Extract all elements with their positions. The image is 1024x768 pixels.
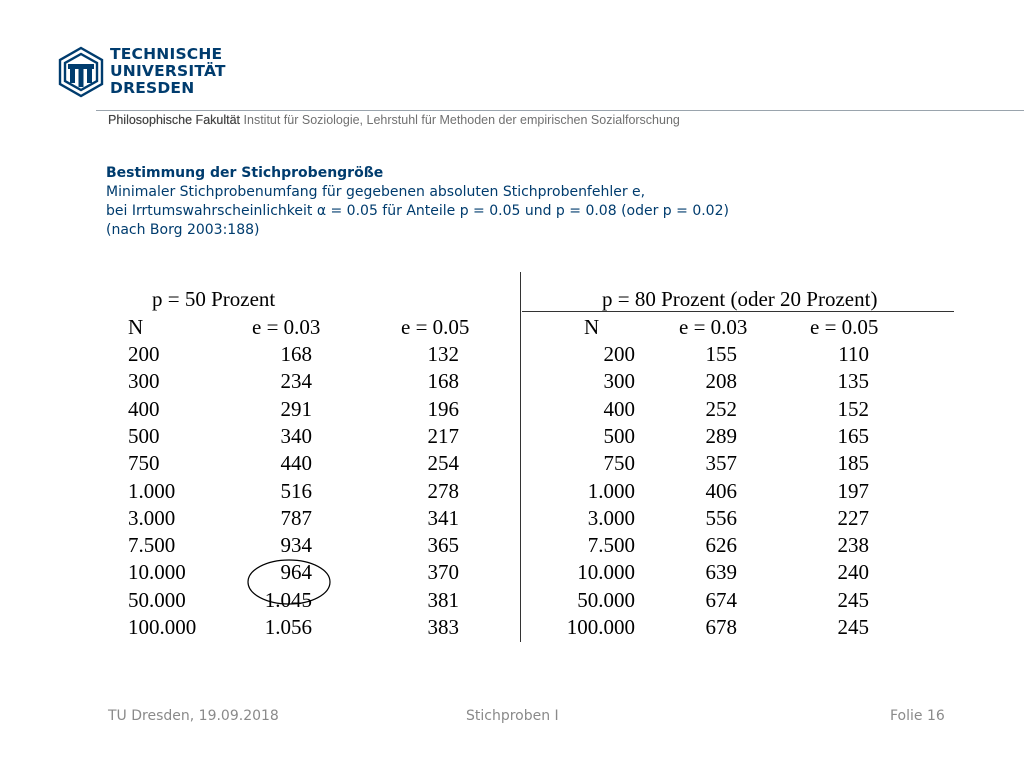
description-line-3: (nach Borg 2003:188) xyxy=(106,222,260,238)
left-cell-n: 500 xyxy=(128,423,160,448)
right-cell-n: 300 xyxy=(603,369,635,394)
right-cell-e005: 240 xyxy=(837,560,869,585)
left-cell-n: 10.000 xyxy=(128,560,186,585)
faculty-name: Philosophische Fakultät xyxy=(108,113,241,127)
right-cell-e005: 238 xyxy=(837,533,869,558)
left-cell-e005: 370 xyxy=(427,560,459,585)
left-cell-e003: 787 xyxy=(280,505,312,530)
left-cell-e003: 234 xyxy=(280,369,312,394)
footer-slide-number: Folie 16 xyxy=(890,708,945,724)
left-cell-e003: 516 xyxy=(280,478,312,503)
left-cell-n: 50.000 xyxy=(128,587,186,612)
right-cell-e003: 678 xyxy=(705,615,737,639)
right-cell-e005: 245 xyxy=(837,587,869,612)
left-cell-e003: 1.056 xyxy=(264,615,312,639)
right-cell-n: 50.000 xyxy=(577,587,635,612)
right-cell-e005: 110 xyxy=(838,342,869,366)
right-cell-e005: 197 xyxy=(837,478,869,503)
left-cell-e005: 217 xyxy=(427,423,459,448)
right-header-e003: e = 0.03 xyxy=(679,315,748,339)
left-cell-n: 200 xyxy=(128,342,160,366)
university-name-line-3: DRESDEN xyxy=(110,79,195,97)
left-cell-e005: 365 xyxy=(427,533,459,558)
description-line-2: bei Irrtumswahrscheinlichkeit α = 0.05 für Anteile p = 0.05 und p = 0.08 (oder p = 0.02) xyxy=(106,203,729,219)
right-cell-n: 3.000 xyxy=(587,505,635,530)
right-cell-n: 7.500 xyxy=(587,533,635,558)
left-cell-n: 1.000 xyxy=(128,478,176,503)
left-cell-n: 3.000 xyxy=(128,505,176,530)
right-cell-e003: 289 xyxy=(705,423,737,448)
right-cell-e003: 155 xyxy=(705,342,737,366)
description-line-1: Minimaler Stichprobenumfang für gegebenen absoluten Stichprobenfehler e, xyxy=(106,184,646,200)
left-cell-n: 100.000 xyxy=(128,615,197,639)
left-cell-n: 750 xyxy=(128,451,160,476)
right-header-e005: e = 0.05 xyxy=(810,315,879,339)
left-header-e003: e = 0.03 xyxy=(252,315,321,339)
footer-topic: Stichproben I xyxy=(466,708,559,724)
right-header-n: N xyxy=(584,315,600,339)
right-cell-e003: 208 xyxy=(705,369,737,394)
right-cell-e005: 152 xyxy=(837,396,869,421)
right-cell-e003: 639 xyxy=(705,560,737,585)
left-cell-e005: 383 xyxy=(427,615,459,639)
left-cell-e003: 964 xyxy=(280,560,312,585)
right-cell-e003: 674 xyxy=(705,587,737,612)
left-cell-e005: 254 xyxy=(427,451,459,476)
right-cell-n: 10.000 xyxy=(577,560,635,585)
right-cell-e005: 185 xyxy=(837,451,869,476)
right-cell-e005: 165 xyxy=(837,423,869,448)
left-cell-e003: 934 xyxy=(280,533,312,558)
right-cell-e003: 252 xyxy=(705,396,737,421)
right-cell-n: 1.000 xyxy=(587,478,635,503)
right-cell-e003: 556 xyxy=(705,505,737,530)
left-header-n: N xyxy=(128,315,144,339)
right-cell-e003: 406 xyxy=(705,478,737,503)
right-cell-e005: 135 xyxy=(837,369,869,394)
institute-name: Institut für Soziologie, Lehrstuhl für Methoden der empirischen Sozialforschung xyxy=(243,113,680,127)
highlight-circle xyxy=(246,558,332,606)
right-cell-e005: 245 xyxy=(837,615,869,639)
left-cell-n: 7.500 xyxy=(128,533,176,558)
left-cell-n: 400 xyxy=(128,396,160,421)
left-cell-e003: 1.045 xyxy=(264,587,312,612)
table-vertical-divider xyxy=(520,272,521,642)
left-cell-e003: 291 xyxy=(280,396,312,421)
right-cell-e005: 227 xyxy=(837,505,869,530)
left-cell-e005: 168 xyxy=(427,369,459,394)
right-cell-n: 100.000 xyxy=(566,615,635,639)
right-cell-n: 500 xyxy=(603,423,635,448)
table-horizontal-divider xyxy=(522,311,954,312)
footer-date: TU Dresden, 19.09.2018 xyxy=(108,708,279,724)
left-table-title: p = 50 Prozent xyxy=(152,287,276,311)
left-cell-e003: 440 xyxy=(280,451,312,476)
right-cell-n: 400 xyxy=(603,396,635,421)
right-cell-e003: 357 xyxy=(705,451,737,476)
left-cell-e005: 278 xyxy=(427,478,459,503)
left-cell-e005: 196 xyxy=(427,396,459,421)
left-header-e005: e = 0.05 xyxy=(401,315,470,339)
left-cell-e003: 168 xyxy=(280,342,312,366)
left-cell-e005: 381 xyxy=(427,587,459,612)
left-cell-e005: 341 xyxy=(427,505,459,530)
right-cell-e003: 626 xyxy=(705,533,737,558)
university-name-line-1: TECHNISCHE xyxy=(110,45,223,63)
left-cell-e003: 340 xyxy=(280,423,312,448)
university-name-line-2: UNIVERSITÄT xyxy=(110,62,226,80)
right-cell-n: 200 xyxy=(603,342,635,366)
right-cell-n: 750 xyxy=(603,451,635,476)
right-table-title: p = 80 Prozent (oder 20 Prozent) xyxy=(602,287,878,311)
description-title: Bestimmung der Stichprobengröße xyxy=(106,165,384,181)
left-cell-n: 300 xyxy=(128,369,160,394)
left-cell-e005: 132 xyxy=(427,342,459,366)
